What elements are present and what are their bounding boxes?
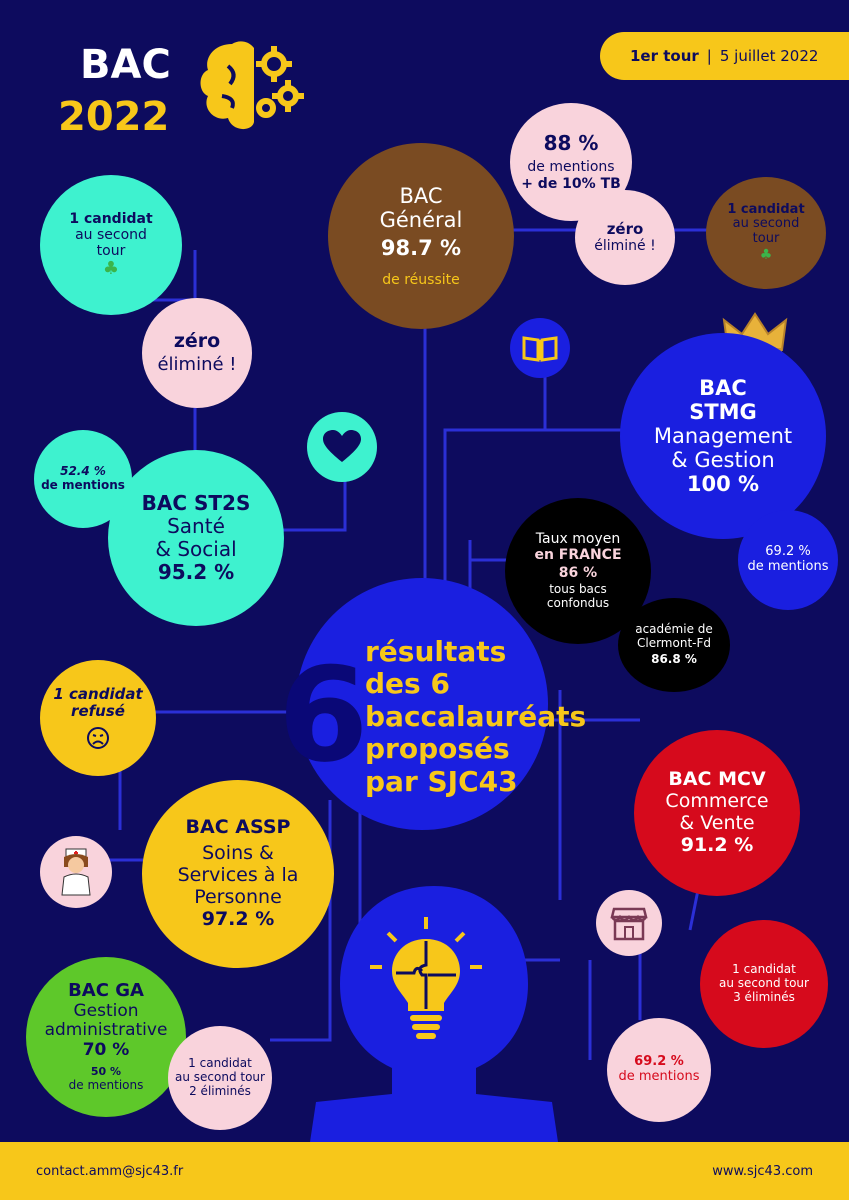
st2s-zero-line2: éliminé ! — [157, 353, 237, 375]
general-line2: Général — [379, 207, 463, 232]
assp-line1: BAC ASSP — [185, 816, 291, 839]
mcv-line3: & Vente — [679, 812, 755, 834]
title-bac: BAC — [80, 42, 171, 88]
bac-st2s-circle — [108, 450, 284, 626]
mcv-candidat-line3: 3 éliminés — [733, 989, 795, 1004]
center-line3: baccalauréats — [365, 699, 587, 733]
mcv-mentions-line2: de mentions — [618, 1069, 700, 1084]
mcv-candidat-line2: au second tour — [719, 976, 809, 991]
assp-line4: Personne — [194, 885, 282, 908]
nurse-icon — [40, 836, 112, 908]
st2s-zero-line1: zéro — [173, 329, 221, 352]
tour-label: 1er tour — [630, 47, 699, 65]
general-candidat-line2: au second — [732, 216, 800, 232]
center-text — [365, 636, 586, 798]
assp-refuse-line2: refusé — [71, 702, 125, 720]
general-mentions-line1: de mentions — [527, 159, 615, 176]
stmg-rate: 100 % — [686, 472, 760, 497]
st2s-candidat-line2: au second — [75, 226, 147, 243]
general-zero-circle — [575, 190, 675, 285]
center-line1: résultats — [365, 635, 507, 668]
general-zero-line1: zéro — [606, 219, 644, 238]
mcv-candidat-circle — [700, 920, 828, 1048]
mcv-line2: Commerce — [665, 790, 769, 813]
ga-candidat-line2: au second tour — [175, 1070, 265, 1085]
ga-line3: administrative — [44, 1020, 168, 1041]
st2s-candidat-line1: 1 candidat — [69, 210, 153, 227]
st2s-line2: Santé — [167, 514, 225, 538]
brain-gears-icon — [192, 36, 312, 146]
general-candidat-line3: tour — [752, 231, 780, 247]
bac-mcv-circle — [634, 730, 800, 896]
assp-line3: Services à la — [177, 864, 299, 887]
center-line2: des 6 — [365, 667, 450, 701]
general-sub: de réussite — [382, 272, 460, 289]
ga-mentions-label: de mentions — [68, 1078, 144, 1093]
general-mentions-value: 88 % — [543, 131, 599, 156]
ga-line2: Gestion — [73, 1000, 139, 1021]
ga-candidat-circle — [168, 1026, 272, 1130]
academie-line2: Clermont-Fd — [636, 636, 711, 651]
ga-candidat-line1: 1 candidat — [188, 1056, 252, 1071]
france-line3: tous bacs — [549, 582, 607, 597]
france-line1: Taux moyen — [535, 531, 621, 548]
assp-refuse-circle — [40, 660, 156, 776]
ga-rate: 70 % — [82, 1039, 130, 1060]
clover-icon: ♣ — [759, 247, 773, 264]
footer-bar — [0, 1142, 849, 1200]
mcv-mentions-circle — [607, 1018, 711, 1122]
st2s-line1: BAC ST2S — [141, 491, 251, 515]
bac-stmg-circle — [620, 333, 826, 539]
bac-ga-circle — [26, 957, 186, 1117]
general-line1: BAC — [399, 183, 443, 208]
stmg-mentions-line2: de mentions — [747, 559, 829, 574]
book-icon — [510, 318, 570, 378]
general-candidat-line1: 1 candidat — [727, 201, 805, 217]
ga-mentions-value: 50 % — [90, 1065, 122, 1079]
st2s-mentions-line1: 52.4 % — [60, 464, 106, 479]
mcv-candidat-line1: 1 candidat — [732, 962, 796, 977]
mcv-rate: 91.2 % — [680, 833, 754, 856]
st2s-mentions-circle — [34, 430, 132, 528]
st2s-candidat-circle — [40, 175, 182, 315]
stmg-line1: BAC — [699, 375, 747, 400]
sad-face-icon — [86, 726, 110, 750]
title-year: 2022 — [58, 94, 170, 140]
academie-circle — [618, 598, 730, 692]
center-line5: par SJC43 — [365, 764, 518, 798]
mcv-line1: BAC MCV — [668, 768, 766, 791]
date-banner — [600, 32, 849, 80]
shop-icon — [596, 890, 662, 956]
assp-refuse-line1: 1 candidat — [53, 684, 143, 703]
st2s-line3: & Social — [155, 537, 237, 561]
france-line4: confondus — [546, 596, 610, 611]
footer-email[interactable]: contact.amm@sjc43.fr — [36, 1163, 184, 1179]
mcv-mentions-line1: 69.2 % — [634, 1054, 684, 1070]
clover-icon: ♣ — [102, 257, 120, 279]
separator: | — [706, 47, 712, 65]
center-line4: proposés — [365, 732, 510, 766]
st2s-rate: 95.2 % — [157, 560, 235, 584]
st2s-candidat-line3: tour — [96, 242, 126, 259]
general-mentions-line2: + de 10% TB — [521, 175, 621, 192]
stmg-mentions-line1: 69.2 % — [765, 544, 811, 560]
france-rate: 86 % — [558, 565, 598, 582]
stmg-line3: Management — [653, 423, 793, 448]
general-candidat-circle — [706, 177, 826, 289]
academie-line1: académie de — [635, 622, 713, 637]
lightbulb-puzzle-icon — [366, 915, 486, 1045]
footer-website[interactable]: www.sjc43.com — [712, 1163, 813, 1179]
date-label: 5 juillet 2022 — [719, 47, 819, 65]
stmg-mentions-circle — [738, 510, 838, 610]
academie-rate: 86.8 % — [651, 651, 697, 666]
bac-general-circle — [328, 143, 514, 329]
ga-line1: BAC GA — [68, 980, 144, 1002]
general-rate: 98.7 % — [380, 236, 462, 261]
ga-candidat-line3: 2 éliminés — [189, 1083, 251, 1098]
general-zero-line2: éliminé ! — [594, 238, 656, 255]
assp-rate: 97.2 % — [201, 907, 275, 930]
assp-line2: Soins & — [202, 842, 274, 865]
stmg-line4: & Gestion — [671, 448, 775, 473]
france-line2: en FRANCE — [534, 547, 622, 564]
stmg-line2: STMG — [689, 399, 757, 424]
heart-icon — [307, 412, 377, 482]
st2s-mentions-line2: de mentions — [41, 478, 125, 492]
center-number: 6 — [278, 639, 369, 791]
st2s-zero-circle — [142, 298, 252, 408]
